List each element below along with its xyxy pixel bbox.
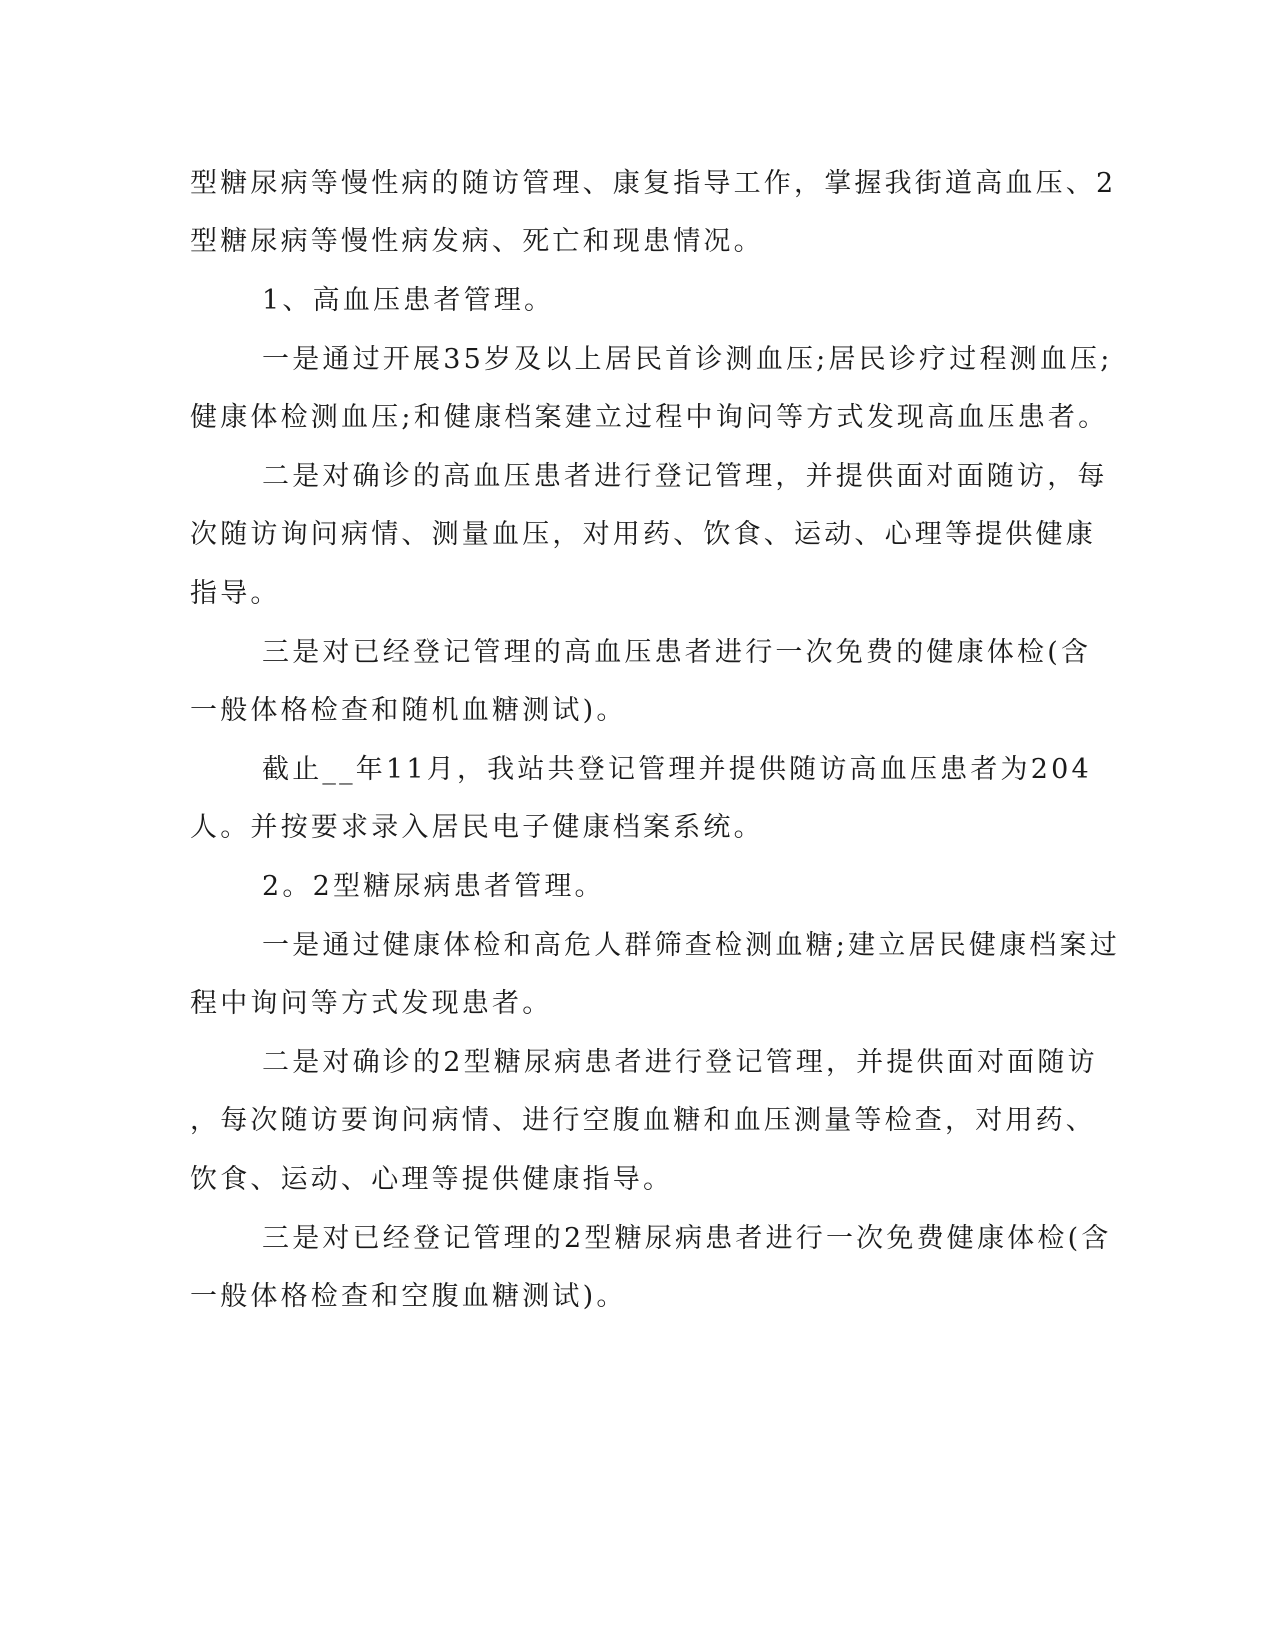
text-line: 程中询问等方式发现患者。 xyxy=(190,988,553,1019)
text-line: 二是对确诊的高血压患者进行登记管理，并提供面对面随访，每 xyxy=(262,461,1108,492)
text-line: 三是对已经登记管理的高血压患者进行一次免费的健康体检(含 xyxy=(262,637,1092,668)
text-line: 指导。 xyxy=(190,578,281,609)
text-line: 截止__年11月，我站共登记管理并提供随访高血压患者为204 xyxy=(262,754,1092,785)
text-line: 二是对确诊的2型糖尿病患者进行登记管理，并提供面对面随访 xyxy=(262,1047,1098,1078)
text-line: 次随访询问病情、测量血压，对用药、饮食、运动、心理等提供健康 xyxy=(190,519,1096,550)
text-line: 一是通过开展35岁及以上居民首诊测血压;居民诊疗过程测血压; xyxy=(262,344,1113,375)
text-line: ，每次随访要询问病情、进行空腹血糖和血压测量等检查，对用药、 xyxy=(190,1105,1096,1136)
text-line: 饮食、运动、心理等提供健康指导。 xyxy=(190,1164,674,1195)
text-line: 人。并按要求录入居民电子健康档案系统。 xyxy=(190,812,764,843)
text-line: 型糖尿病等慢性病的随访管理、康复指导工作，掌握我街道高血压、2 xyxy=(190,168,1117,199)
section-heading: 2。2型糖尿病患者管理。 xyxy=(262,871,605,902)
text-line: 健康体检测血压;和健康档案建立过程中询问等方式发现高血压患者。 xyxy=(190,402,1109,433)
text-line: 型糖尿病等慢性病发病、死亡和现患情况。 xyxy=(190,226,764,257)
text-line: 一般体格检查和随机血糖测试)。 xyxy=(190,695,627,726)
text-line: 一般体格检查和空腹血糖测试)。 xyxy=(190,1281,627,1312)
section-heading: 1、高血压患者管理。 xyxy=(262,285,555,316)
text-line: 一是通过健康体检和高危人群筛查检测血糖;建立居民健康档案过 xyxy=(262,930,1120,961)
text-line: 三是对已经登记管理的2型糖尿病患者进行一次免费健康体检(含 xyxy=(262,1223,1112,1254)
